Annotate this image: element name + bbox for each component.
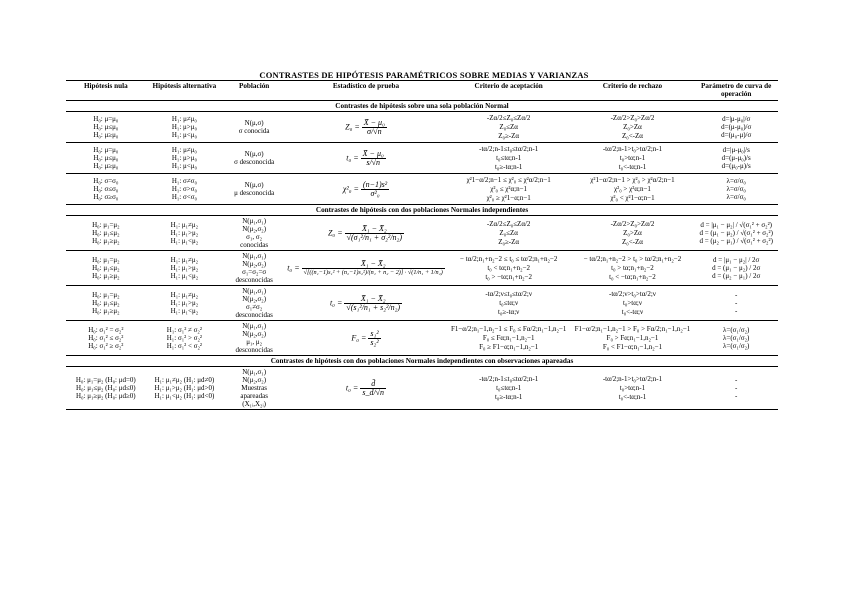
rejection-criterion-line: -tα/2;n-1>t₀>tα/2;n-1 xyxy=(602,375,663,383)
null-hypothesis xyxy=(66,251,146,286)
rejection-criterion-line: -tα/2;ν>t₀>tα/2;ν xyxy=(608,290,656,298)
null-hypothesis-line: H₀: μ≥μ₀ xyxy=(93,162,119,170)
rejection-criterion-line: t₀<-tα;ν xyxy=(621,308,644,316)
oc-parameter-line: d=|μ-μ₀|/s xyxy=(722,146,750,154)
acceptance-criterion xyxy=(447,367,571,410)
alternative-hypothesis-line: H₁: μ₁≠μ₂ xyxy=(170,256,199,264)
null-hypothesis-line: H₀: μ≤μ₀ xyxy=(93,154,119,162)
alternative-hypothesis-line: H₁: μ>μ₀ xyxy=(171,154,197,162)
acceptance-criterion-line: t₀ > −tα;n₁+n₂−2 xyxy=(485,273,532,281)
rejection-criterion xyxy=(571,367,695,410)
population-line: N(μ₁,σ₁) xyxy=(242,322,267,330)
alternative-hypothesis-line: H₁: μ₁<μ₂ xyxy=(170,237,199,245)
statistic-numerator: s₁² xyxy=(370,328,379,338)
section-header-row xyxy=(66,101,778,112)
acceptance-criterion-line: χ²₀ ≥ χ²1−α;n−1 xyxy=(486,194,531,202)
oc-parameter-line: λ=(σ₁/σ₂) xyxy=(723,326,750,334)
population-line: N(μ₂,σ₂) xyxy=(242,330,267,338)
null-hypothesis-line: H₀: μ≥μ₀ xyxy=(93,131,119,139)
null-hypothesis xyxy=(66,321,146,356)
oc-parameter xyxy=(694,367,778,410)
statistic-lhs: Z₀ = xyxy=(327,227,343,237)
null-hypothesis-line: H₀: μ₁≥μ₂ xyxy=(92,272,120,280)
population xyxy=(223,174,285,205)
population-line: N(μ₂,σ₂) xyxy=(242,295,267,303)
alternative-hypothesis-line: H₁: μ₁>μ₂ (H₁: μd>0) xyxy=(154,384,215,392)
alternative-hypothesis-line: H₁: σ₁² < σ₂² xyxy=(166,342,203,350)
null-hypothesis-line: H₀: μ≤μ₀ xyxy=(93,123,119,131)
alternative-hypothesis xyxy=(146,216,223,251)
alternative-hypothesis-line: H₁: μ≠μ₀ xyxy=(171,115,197,123)
rejection-criterion xyxy=(571,321,695,356)
population-line: N(μ₁,σ₁) xyxy=(242,287,267,295)
rejection-criterion xyxy=(571,286,695,321)
statistic-lhs: t₀ = xyxy=(287,262,300,272)
statistic-lhs: t₀ = xyxy=(346,152,359,162)
population xyxy=(223,321,285,356)
rejection-criterion-line: t₀<-tα;n-1 xyxy=(618,163,647,171)
acceptance-criterion-line: χ²₀ ≤ χ²α;n−1 xyxy=(490,185,528,193)
test-statistic xyxy=(285,367,447,410)
test-statistic xyxy=(285,286,447,321)
oc-parameter-line: d=(μ₀-μ)/σ xyxy=(721,131,752,139)
population-line: σ₁=σ₂=σ xyxy=(242,268,267,276)
rejection-criterion-line: t₀<-tα;n-1 xyxy=(618,393,647,401)
acceptance-criterion-line: Z₀≤Zα xyxy=(499,123,518,131)
acceptance-criterion-line: t₀≥-tα;n-1 xyxy=(494,163,523,171)
alternative-hypothesis-line: H₁: μ<μ₀ xyxy=(171,162,197,170)
oc-parameter-line: d = (μ₁ − μ₂) / √(σ₁² + σ₂²) xyxy=(699,229,773,237)
rejection-criterion-line: t₀ < −tα;n₁+n₂−2 xyxy=(609,273,656,281)
alternative-hypothesis-line: H₁: μ>μ₀ xyxy=(171,123,197,131)
alternative-hypothesis-line: H₁: μ₁≠μ₂ xyxy=(170,221,199,229)
col-header-rejection: Criterio de rechazo xyxy=(571,81,695,101)
header-row xyxy=(66,81,778,101)
alternative-hypothesis-line: H₁: μ<μ₀ xyxy=(171,131,197,139)
oc-parameter-line: d=|μ-μ₀|/σ xyxy=(722,115,751,123)
rejection-criterion-line: Z₀>Zα xyxy=(623,229,642,237)
statistic-denominator: √[((n₁−1)s₁² + (n₂−1)s₂²)/(n₁ + n₂ − 2)] · √(1/n₁ + 1/n₂) xyxy=(303,268,443,276)
test-block-row xyxy=(66,321,778,356)
statistic-lhs: t₀ = xyxy=(345,382,359,392)
rejection-criterion-line: − tα/2;n₁+n₂−2 > t₀ > tα/2;n₁+n₂−2 xyxy=(583,255,682,263)
rejection-criterion xyxy=(571,143,695,174)
oc-parameter xyxy=(694,251,778,286)
alternative-hypothesis-line: H₁: σ>σ₀ xyxy=(171,185,197,193)
population-line: Muestras xyxy=(241,384,267,392)
acceptance-criterion xyxy=(447,112,571,143)
statistic-denominator: s₂² xyxy=(370,337,379,347)
alternative-hypothesis xyxy=(146,143,223,174)
test-statistic xyxy=(285,112,447,143)
statistic-fraction xyxy=(361,150,386,167)
alternative-hypothesis-line: H₁: μ₁>μ₂ xyxy=(170,299,199,307)
alternative-hypothesis-line: H₁: μ₁>μ₂ xyxy=(170,264,199,272)
acceptance-criterion-line: Z₀≥-Zα xyxy=(498,132,520,140)
population-line: (X₁ᵢ,X₂ᵢ) xyxy=(242,400,266,408)
test-block-row xyxy=(66,216,778,251)
null-hypothesis-line: H₀: μ=μ₀ xyxy=(93,146,119,154)
null-hypothesis xyxy=(66,174,146,205)
statistic-fraction xyxy=(361,181,389,198)
statistic-fraction xyxy=(345,225,404,242)
population-line: σ₁≠σ₂ xyxy=(246,303,263,311)
population xyxy=(223,367,285,410)
acceptance-criterion-line: t₀≤tα;n-1 xyxy=(496,154,522,162)
oc-parameter-line: d = |μ₁ − μ₂| / 2σ xyxy=(713,256,760,264)
population-line: μ₁, μ₂ xyxy=(246,338,263,346)
acceptance-criterion-line: t₀ < tα;n₁+n₂−2 xyxy=(487,264,531,272)
statistic-denominator: √(σ₁²/n₁ + σ₂²/n₂) xyxy=(346,232,402,242)
population-line: N(μ₁,σ₁) xyxy=(242,217,267,225)
acceptance-criterion xyxy=(447,321,571,356)
null-hypothesis-line: H₀: σ≥σ₀ xyxy=(93,193,119,201)
alternative-hypothesis xyxy=(146,367,223,410)
null-hypothesis-line: H₀: μ₁≥μ₂ xyxy=(92,237,120,245)
test-statistic xyxy=(285,321,447,356)
null-hypothesis-line: H₀: μ₁=μ₂ (H₀: μd=0) xyxy=(75,376,136,384)
oc-parameter-line: - xyxy=(735,376,738,384)
oc-parameter-line: d = (μ₂ − μ₁) / √(σ₁² + σ₂²) xyxy=(699,237,773,245)
rejection-criterion xyxy=(571,174,695,205)
acceptance-criterion-line: t₀≤tα;ν xyxy=(499,299,519,307)
acceptance-criterion xyxy=(447,251,571,286)
rejection-criterion-line: F1−α/2;n₁−1,n₂−1 > F₀ > Fα/2;n₁−1,n₂−1 xyxy=(574,325,691,333)
acceptance-criterion xyxy=(447,174,571,205)
null-hypothesis-line: H₀: σ=σ₀ xyxy=(93,177,119,185)
alternative-hypothesis-line: H₁: μ₁<μ₂ xyxy=(170,272,199,280)
alternative-hypothesis-line: H₁: μ≠μ₀ xyxy=(171,146,197,154)
acceptance-criterion-line: Z₀≤Zα xyxy=(499,229,518,237)
null-hypothesis-line: H₀: μ=μ₀ xyxy=(93,115,119,123)
statistic-fraction xyxy=(302,260,445,277)
statistic-fraction xyxy=(360,380,386,397)
population-line: desconocidas xyxy=(235,276,273,284)
oc-parameter-line: d=(μ-μ₀)/σ xyxy=(721,123,752,131)
oc-parameter-line: λ=(σ₁/σ₂) xyxy=(723,334,750,342)
null-hypothesis xyxy=(66,286,146,321)
null-hypothesis-line: H₀: μ₁≥μ₂ (H₀: μd≥0) xyxy=(76,392,136,400)
oc-parameter-line: d = |μ₁ − μ₂| / √(σ₁² + σ₂²) xyxy=(700,221,772,229)
alternative-hypothesis-line: H₁: μ₁<μ₂ xyxy=(170,307,199,315)
alternative-hypothesis xyxy=(146,112,223,143)
alternative-hypothesis-line: H₁: σ₁² > σ₂² xyxy=(166,334,203,342)
rejection-criterion-line: Z₀<-Zα xyxy=(621,132,643,140)
population-line: desconocidas xyxy=(235,311,273,319)
oc-parameter-line: λ=σ/σ₀ xyxy=(726,177,746,185)
col-header-statistic: Estadístico de prueba xyxy=(285,81,447,101)
statistic-lhs: χ²₀ = xyxy=(342,183,359,193)
statistic-numerator: X̄₁ − X̄₂ xyxy=(302,260,445,269)
hypothesis-table xyxy=(66,80,778,410)
col-header-population: Población xyxy=(223,81,285,101)
oc-parameter-line: - xyxy=(735,307,738,315)
alternative-hypothesis-line: H₁: μ₁<μ₂ (H₁: μd<0) xyxy=(154,392,215,400)
null-hypothesis-line: H₀: μ₁=μ₂ xyxy=(92,256,120,264)
alternative-hypothesis-line: H₁: μ₁>μ₂ xyxy=(170,229,199,237)
statistic-denominator: s_d/√n xyxy=(362,387,385,397)
oc-parameter-line: - xyxy=(735,392,738,400)
rejection-criterion-line: -Zα/2>Z₀>Zα/2 xyxy=(610,220,655,228)
test-block-row xyxy=(66,112,778,143)
null-hypothesis-line: H₀: μ₁≤μ₂ (H₀: μd≤0) xyxy=(76,384,136,392)
section-title: Contrastes de hipótesis sobre una sola población Normal xyxy=(66,101,778,112)
acceptance-criterion xyxy=(447,286,571,321)
oc-parameter-line: d=(μ-μ₀)/s xyxy=(721,154,751,162)
oc-parameter-line: - xyxy=(735,384,738,392)
test-block-row xyxy=(66,251,778,286)
population-line: conocidas xyxy=(240,241,269,249)
population-line: N(μ,σ) xyxy=(244,119,264,127)
null-hypothesis-line: H₀: μ₁≥μ₂ xyxy=(92,307,120,315)
population-line: N(μ₁,σ₁) xyxy=(242,252,267,260)
null-hypothesis xyxy=(66,112,146,143)
acceptance-criterion-line: t₀≥-tα;n-1 xyxy=(494,393,523,401)
acceptance-criterion-line: F₀ ≤ Fα;n₁−1,n₂−1 xyxy=(482,334,535,342)
section-header-row xyxy=(66,205,778,216)
alternative-hypothesis-line: H₁: μ₁≠μ₂ (H₁: μd≠0) xyxy=(154,376,215,384)
null-hypothesis-line: H₀: σ₁² ≤ σ₂² xyxy=(88,334,124,342)
acceptance-criterion-line: t₀≥-tα;ν xyxy=(498,308,520,316)
acceptance-criterion-line: -tα/2;n-1≤t₀≤tα/2;n-1 xyxy=(479,145,539,153)
null-hypothesis xyxy=(66,367,146,410)
population-line: N(μ,σ) xyxy=(244,181,264,189)
section-title: Contrastes de hipótesis con dos poblaciones Normales independientes xyxy=(66,205,778,216)
null-hypothesis-line: H₀: μ₁≤μ₂ xyxy=(92,299,120,307)
population-line: σ desconocida xyxy=(234,158,275,166)
alternative-hypothesis-line: H₁: σ₁² ≠ σ₂² xyxy=(166,326,202,334)
population xyxy=(223,251,285,286)
oc-parameter-line: λ=σ/σ₀ xyxy=(726,193,746,201)
null-hypothesis-line: H₀: μ₁≤μ₂ xyxy=(92,229,120,237)
test-statistic xyxy=(285,174,447,205)
rejection-criterion-line: t₀>tα;n-1 xyxy=(619,384,646,392)
statistic-denominator: σ/√n xyxy=(367,126,382,136)
statistic-numerator: X̄₁ − X̄₂ xyxy=(345,225,404,234)
oc-parameter-line: d = (μ₂ − μ₁) / 2σ xyxy=(712,272,761,280)
population-line: σ conocida xyxy=(238,127,270,135)
test-statistic xyxy=(285,216,447,251)
null-hypothesis xyxy=(66,143,146,174)
rejection-criterion-line: t₀ > tα;n₁+n₂−2 xyxy=(611,264,654,272)
acceptance-criterion-line: F₀ ≥ F1−α;n₁−1,n₂−1 xyxy=(479,343,539,351)
population-line: N(μ,σ) xyxy=(244,150,264,158)
null-hypothesis xyxy=(66,216,146,251)
population-line: N(μ₂,σ₂) xyxy=(242,376,267,384)
population-line: μ desconocida xyxy=(234,189,275,197)
acceptance-criterion-line: F1−α/2;n₁−1,n₂−1 ≤ F₀ ≤ Fα/2;n₁−1,n₂−1 xyxy=(450,325,567,333)
acceptance-criterion-line: -tα/2;n-1≤t₀≤tα/2;n-1 xyxy=(479,375,539,383)
test-statistic xyxy=(285,143,447,174)
statistic-fraction xyxy=(368,330,380,347)
statistic-fraction xyxy=(344,295,402,312)
oc-parameter xyxy=(694,174,778,205)
statistic-lhs: t₀ = xyxy=(329,297,343,307)
page-title: CONTRASTES DE HIPÓTESIS PARAMÉTRICOS SOBRE MEDIAS Y VARIANZAS xyxy=(259,70,589,80)
population xyxy=(223,286,285,321)
statistic-numerator: X̄ − μ₀ xyxy=(362,148,384,158)
oc-parameter xyxy=(694,112,778,143)
statistic-fraction xyxy=(362,119,387,136)
population-line: apareadas xyxy=(240,392,268,400)
section-title: Contrastes de hipótesis con dos poblaciones Normales independientes con observaciones apareadas xyxy=(66,356,778,367)
statistic-lhs: Z₀ = xyxy=(345,121,360,131)
alternative-hypothesis xyxy=(146,286,223,321)
rejection-criterion-line: χ²1−α/2;n−1 > χ²₀ > χ²α/2;n−1 xyxy=(590,176,675,184)
acceptance-criterion xyxy=(447,216,571,251)
population-line: N(μ₂,σ₂) xyxy=(242,225,267,233)
acceptance-criterion-line: -Zα/2≤Z₀≤Zα/2 xyxy=(486,220,531,228)
statistic-denominator: s/√n xyxy=(366,157,381,167)
acceptance-criterion-line: Z₀≥-Zα xyxy=(498,238,520,246)
col-header-h0: Hipótesis nula xyxy=(66,81,146,101)
population xyxy=(223,216,285,251)
rejection-criterion-line: -Zα/2>Z₀>Zα/2 xyxy=(610,114,655,122)
acceptance-criterion xyxy=(447,143,571,174)
population xyxy=(223,143,285,174)
test-block-row xyxy=(66,174,778,205)
test-block-row xyxy=(66,367,778,410)
statistic-denominator: σ²₀ xyxy=(370,188,380,198)
population-line: N(μ₂,σ₂) xyxy=(242,260,267,268)
acceptance-criterion-line: -tα/2;ν≤t₀≤tα/2;ν xyxy=(485,290,533,298)
statistic-numerator: (n−1)s² xyxy=(362,179,388,189)
oc-parameter-line: λ=σ/σ₀ xyxy=(726,185,746,193)
null-hypothesis-line: H₀: σ₁² = σ₂² xyxy=(88,326,124,334)
acceptance-criterion-line: t₀≤tα;n-1 xyxy=(496,384,522,392)
population-line: N(μ₁,σ₁) xyxy=(242,368,267,376)
alternative-hypothesis-line: H₁: σ<σ₀ xyxy=(171,193,197,201)
col-header-h1: Hipótesis alternativa xyxy=(146,81,223,101)
null-hypothesis-line: H₀: μ₁=μ₂ xyxy=(92,291,120,299)
oc-parameter xyxy=(694,216,778,251)
acceptance-criterion-line: − tα/2;n₁+n₂−2 ≤ t₀ ≤ tα/2;n₁+n₂−2 xyxy=(460,255,558,263)
oc-parameter-line: - xyxy=(735,299,738,307)
population-line: desconocidas xyxy=(235,346,273,354)
rejection-criterion-line: Z₀>Zα xyxy=(623,123,642,131)
rejection-criterion-line: F₀ < F1−α;n₁−1,n₂−1 xyxy=(602,343,663,351)
alternative-hypothesis xyxy=(146,251,223,286)
alternative-hypothesis xyxy=(146,321,223,356)
null-hypothesis-line: H₀: σ≤σ₀ xyxy=(93,185,119,193)
test-block-row xyxy=(66,143,778,174)
population xyxy=(223,112,285,143)
acceptance-criterion-line: χ²1−α/2;n−1 ≤ χ²₀ ≤ χ²α/2;n−1 xyxy=(466,176,551,184)
rejection-criterion-line: χ²₀ < χ²1−α;n−1 xyxy=(610,194,655,202)
population-line: σ₁, σ₂ xyxy=(246,233,263,241)
statistic-numerator: X̄₁ − X̄₂ xyxy=(344,295,402,304)
statistic-numerator: d̄ xyxy=(360,380,386,389)
alternative-hypothesis xyxy=(146,174,223,205)
col-header-acceptance: Criterio de aceptación xyxy=(447,81,571,101)
rejection-criterion-line: χ²₀ > χ²α;n−1 xyxy=(614,185,651,193)
null-hypothesis-line: H₀: σ₁² ≥ σ₂² xyxy=(88,342,124,350)
oc-parameter-line: d=(μ₀-μ)/s xyxy=(721,162,751,170)
rejection-criterion-line: F₀ > Fα;n₁−1,n₂−1 xyxy=(606,334,659,342)
test-statistic xyxy=(285,251,447,286)
oc-parameter-line: - xyxy=(735,291,738,299)
rejection-criterion-line: t₀>tα;n-1 xyxy=(619,154,646,162)
rejection-criterion-line: -tα/2;n-1>t₀>tα/2;n-1 xyxy=(602,145,663,153)
null-hypothesis-line: H₀: μ₁≤μ₂ xyxy=(92,264,120,272)
rejection-criterion xyxy=(571,112,695,143)
statistic-numerator: X̄ − μ₀ xyxy=(363,117,385,127)
rejection-criterion-line: t₀>tα;ν xyxy=(622,299,642,307)
oc-parameter-line: λ=(σ₁/σ₂) xyxy=(723,342,750,350)
rejection-criterion xyxy=(571,216,695,251)
acceptance-criterion-line: -Zα/2≤Z₀≤Zα/2 xyxy=(486,114,531,122)
alternative-hypothesis-line: H₁: σ≠σ₀ xyxy=(171,177,197,185)
null-hypothesis-line: H₀: μ₁=μ₂ xyxy=(92,221,120,229)
rejection-criterion-line: Z₀<-Zα xyxy=(621,238,643,246)
statistic-denominator: √(s₁²/n₁ + s₂²/n₂) xyxy=(346,302,401,312)
col-header-oc-parameter: Parámetro de curva de operación xyxy=(694,81,778,101)
test-block-row xyxy=(66,286,778,321)
oc-parameter xyxy=(694,286,778,321)
alternative-hypothesis-line: H₁: μ₁≠μ₂ xyxy=(170,291,199,299)
oc-parameter-line: d = (μ₁ − μ₂) / 2σ xyxy=(712,264,761,272)
statistic-lhs: F₀ = xyxy=(351,332,367,342)
oc-parameter xyxy=(694,321,778,356)
rejection-criterion xyxy=(571,251,695,286)
oc-parameter xyxy=(694,143,778,174)
section-header-row xyxy=(66,356,778,367)
